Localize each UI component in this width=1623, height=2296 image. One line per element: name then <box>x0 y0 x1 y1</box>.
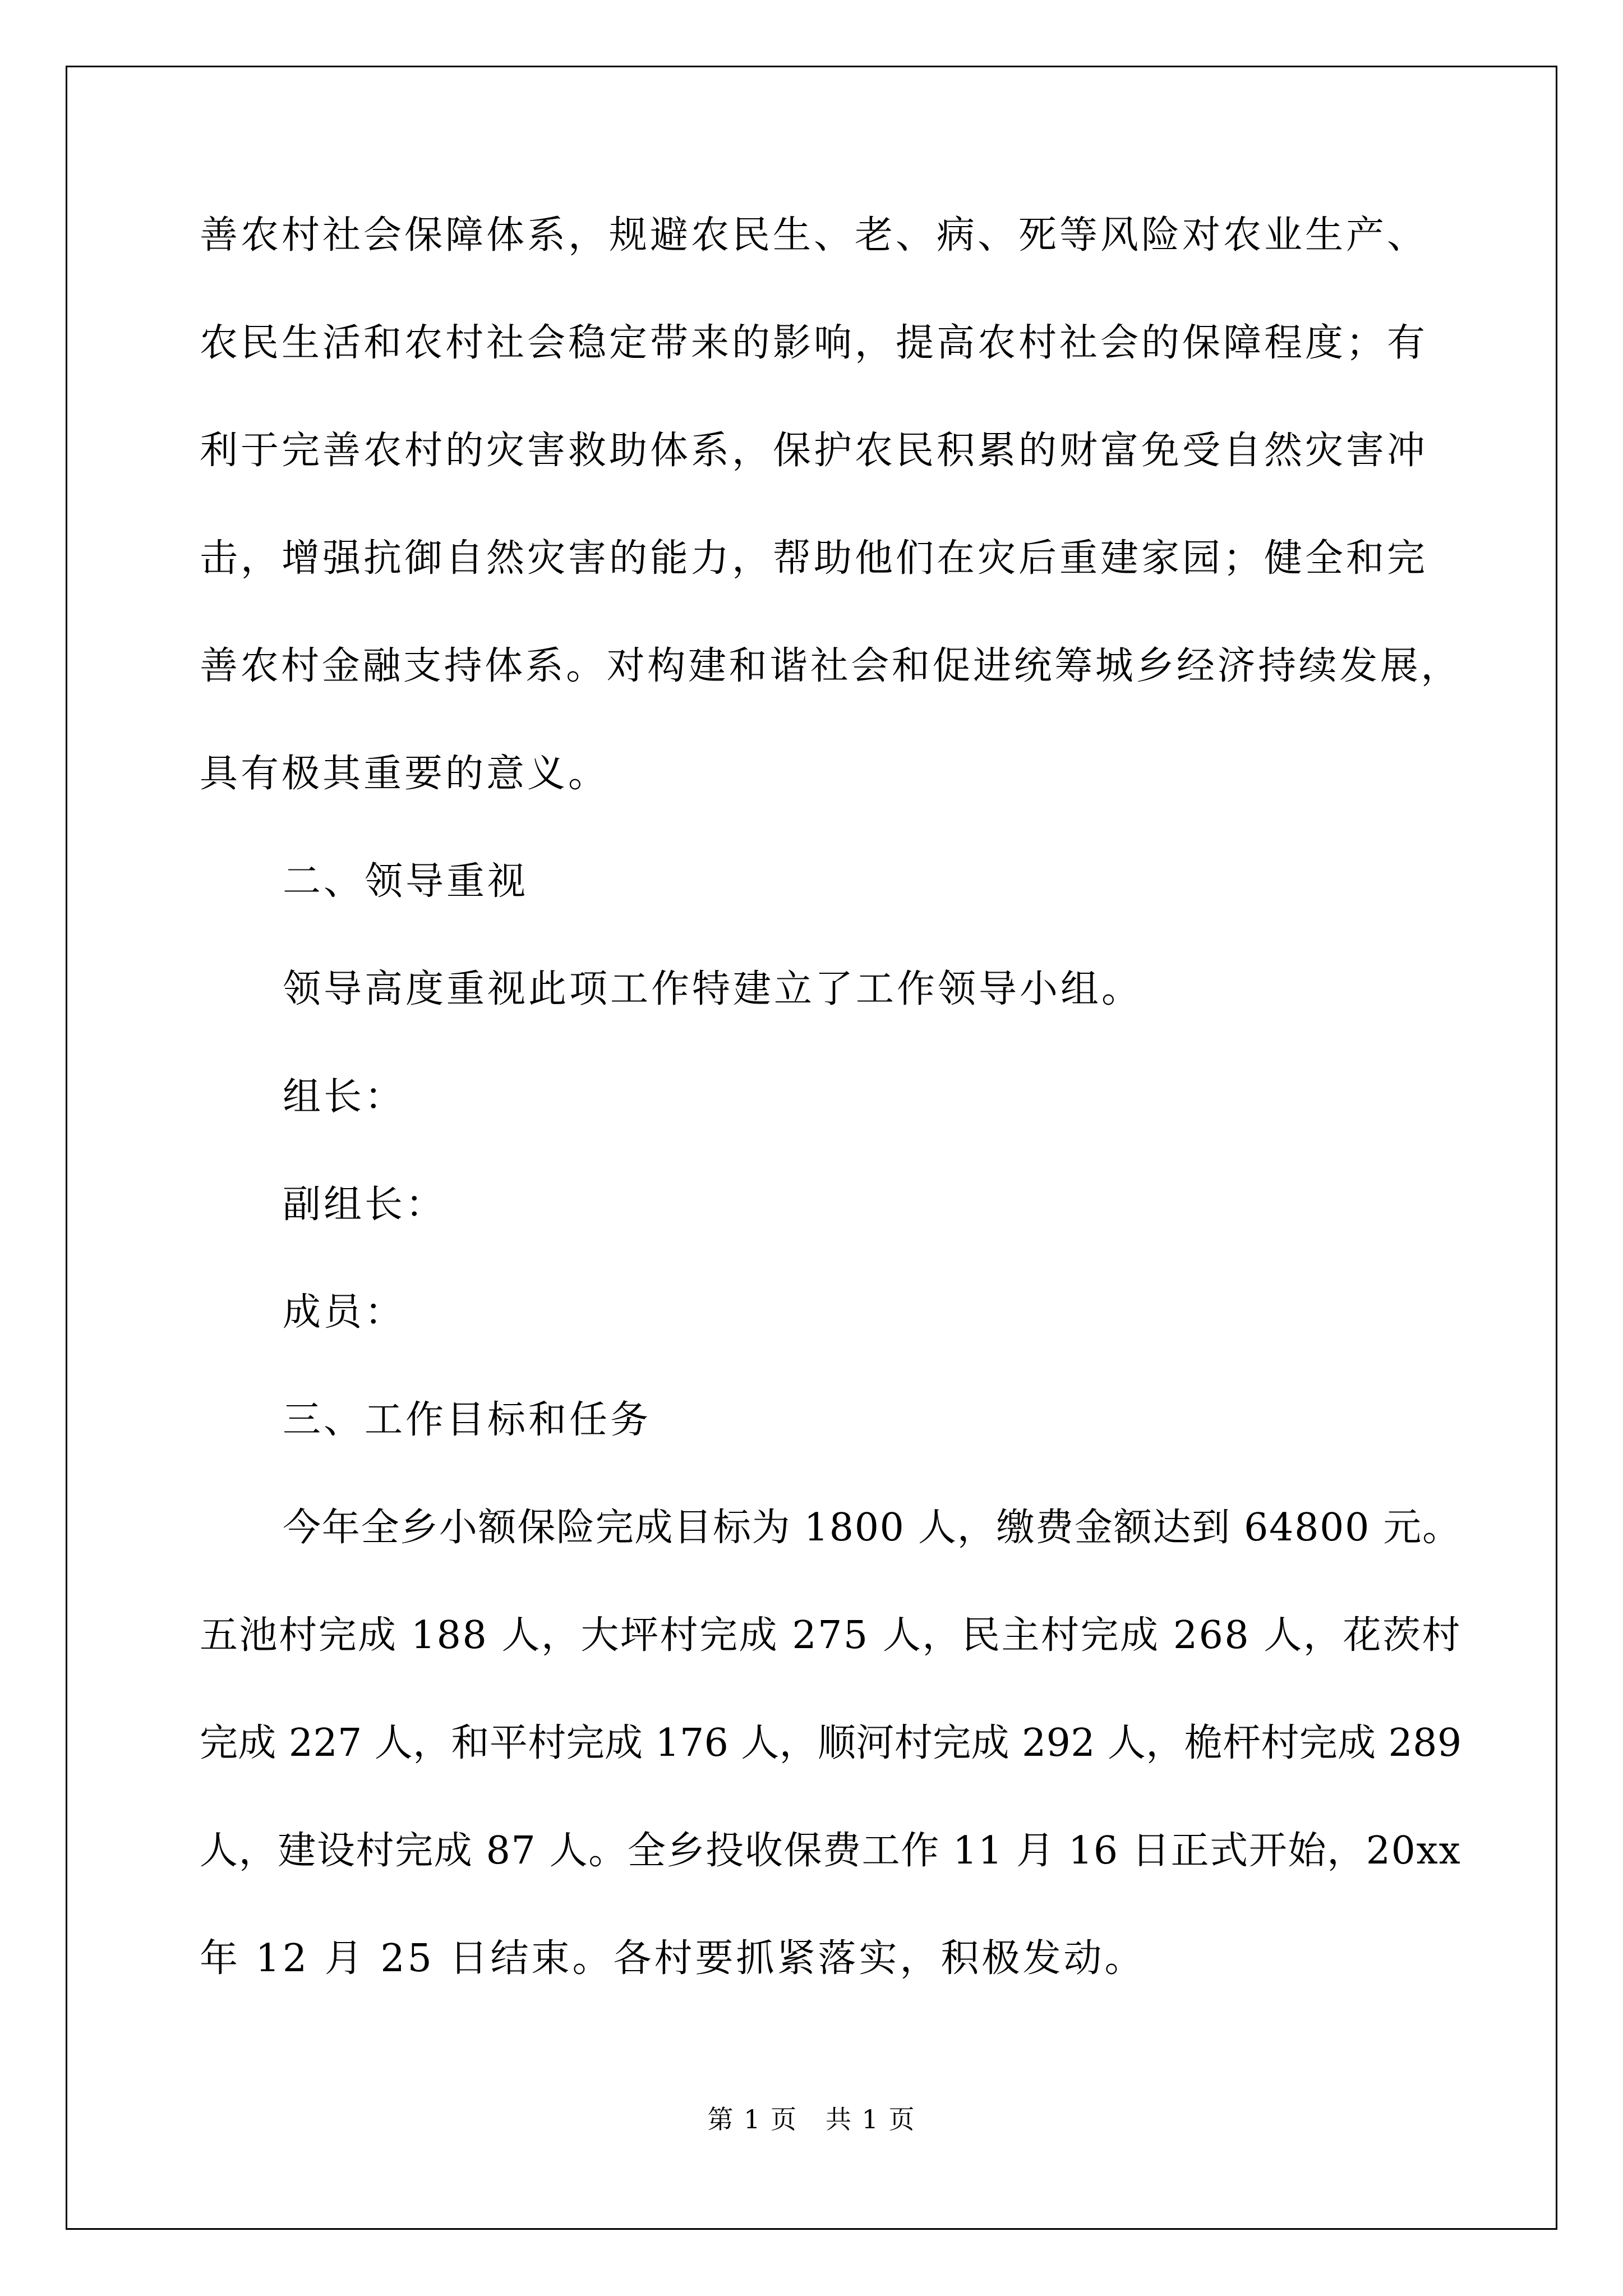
members-label: 成员： <box>283 1290 406 1335</box>
section-heading-leadership: 二、领导重视 <box>283 859 529 904</box>
group-leader-label: 组长： <box>283 1075 406 1119</box>
paragraph-line: 五池村完成 188 人，大坪村完成 275 人，民主村完成 268 人，花茨村 <box>200 1613 1462 1658</box>
page-footer <box>0 2102 1623 2136</box>
section-heading-goals: 三、工作目标和任务 <box>283 1398 652 1442</box>
deputy-leader-label: 副组长： <box>283 1182 447 1227</box>
paragraph-line: 善农村金融支持体系。对构建和谐社会和促进统筹城乡经济持续发展， <box>200 644 1462 688</box>
paragraph-line: 农民生活和农村社会稳定带来的影响，提高农村社会的保障程度；有 <box>200 321 1428 365</box>
paragraph-line: 击，增强抗御自然灾害的能力，帮助他们在灾后重建家园；健全和完 <box>200 536 1428 581</box>
paragraph-line: 今年全乡小额保险完成目标为 1800 人，缴费金额达到 64800 元。 <box>283 1506 1461 1550</box>
page-total: 共 1 页 <box>826 2104 916 2134</box>
paragraph-line: 具有极其重要的意义。 <box>200 752 610 796</box>
paragraph-line: 年 12 月 25 日结束。各村要抓紧落实，积极发动。 <box>200 1936 1146 1981</box>
paragraph-line: 完成 227 人，和平村完成 176 人，顺河村完成 292 人，桅杆村完成 289 <box>200 1721 1462 1765</box>
leadership-intro: 领导高度重视此项工作特建立了工作领导小组。 <box>283 967 1143 1011</box>
paragraph-line: 人，建设村完成 87 人。全乡投收保费工作 11 月 16 日正式开始，20xx <box>200 1829 1461 1873</box>
page-number: 第 1 页 <box>707 2104 797 2134</box>
paragraph-line: 利于完善农村的灾害救助体系，保护农民积累的财富免受自然灾害冲 <box>200 429 1428 473</box>
paragraph-line: 善农村社会保障体系，规避农民生、老、病、死等风险对农业生产、 <box>200 213 1428 257</box>
page-border <box>66 66 1557 2230</box>
